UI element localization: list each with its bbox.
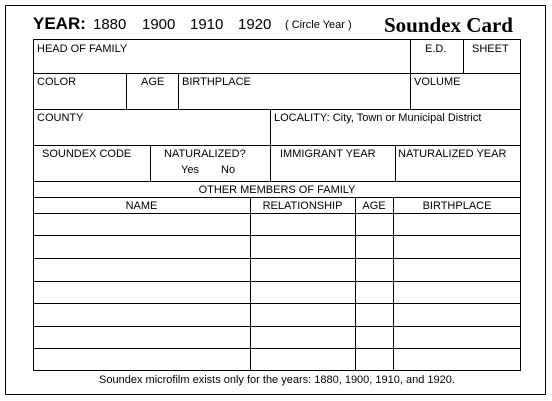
column-header-age: AGE	[362, 200, 386, 212]
column-header-name: NAME	[125, 200, 158, 212]
member-row[interactable]	[34, 282, 520, 303]
member-row[interactable]	[34, 327, 520, 348]
member-row[interactable]	[34, 236, 520, 258]
county-field[interactable]: COUNTY	[37, 112, 84, 124]
member-row[interactable]	[34, 349, 520, 370]
immigrant-year-field[interactable]: IMMIGRANT YEAR	[280, 148, 376, 160]
member-row[interactable]	[34, 304, 520, 326]
footer-note: Soundex microfilm exists only for the years: 1880, 1900, 1910, and 1920.	[99, 374, 455, 386]
card-title: Soundex Card	[384, 13, 513, 37]
volume-field[interactable]: VOLUME	[414, 76, 461, 88]
naturalized-year-field[interactable]: NATURALIZED YEAR	[398, 148, 507, 160]
year-option-1910[interactable]: 1910	[190, 16, 224, 33]
sheet-field[interactable]: SHEET	[472, 43, 509, 55]
ed-field[interactable]: E.D.	[425, 43, 447, 55]
locality-field[interactable]: LOCALITY: City, Town or Municipal District	[274, 112, 482, 124]
column-header-relationship: RELATIONSHIP	[262, 200, 343, 212]
year-option-1920[interactable]: 1920	[238, 16, 272, 33]
year-option-1900[interactable]: 1900	[142, 16, 176, 33]
naturalized-no-option[interactable]: No	[221, 164, 236, 176]
birthplace-field[interactable]: BIRTHPLACE	[182, 76, 251, 88]
member-row[interactable]	[34, 214, 520, 235]
column-header-birthplace: BIRTHPLACE	[422, 200, 492, 212]
member-row[interactable]	[34, 259, 520, 281]
year-option-1880[interactable]: 1880	[93, 16, 127, 33]
soundex-code-field[interactable]: SOUNDEX CODE	[42, 148, 132, 160]
year-label: YEAR:	[33, 14, 86, 33]
naturalized-yes-option[interactable]: Yes	[181, 164, 199, 176]
age-field[interactable]: AGE	[141, 76, 165, 88]
naturalized-field: NATURALIZED?	[164, 148, 246, 160]
color-field[interactable]: COLOR	[37, 76, 77, 88]
circle-year-note: ( Circle Year )	[285, 19, 352, 31]
head-of-family-field[interactable]: HEAD OF FAMILY	[37, 43, 128, 55]
members-section-title: OTHER MEMBERS OF FAMILY	[198, 184, 356, 196]
